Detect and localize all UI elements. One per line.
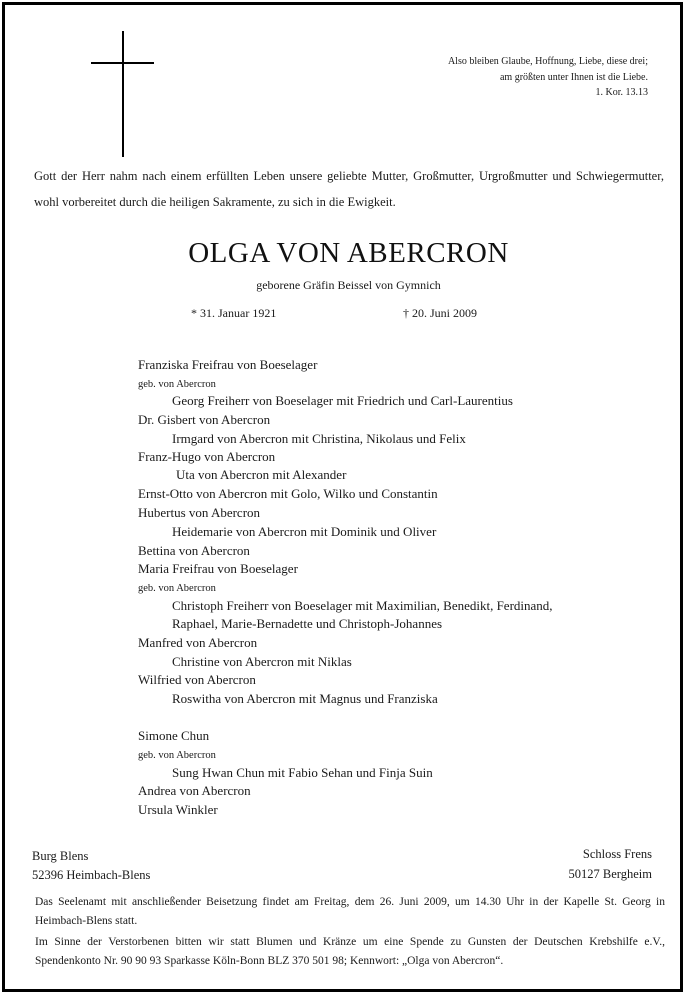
family-member-note: geb. von Abercron <box>138 379 216 390</box>
funeral-notice: Das Seelenamt mit anschließender Beisetzung findet am Freitag, dem 26. Juni 2009, um 14.30 Uhr in der Kapelle St. Georg in Heimbach-Blens statt. <box>35 896 665 927</box>
address-left-line-1: Burg Blens <box>32 849 89 863</box>
family-member: Roswitha von Abercron mit Magnus und Franziska <box>172 691 438 706</box>
cross-icon <box>122 31 124 157</box>
family-member: Hubertus von Abercron <box>138 505 261 520</box>
family-member: Ernst-Otto von Abercron mit Golo, Wilko und Constantin <box>138 486 438 501</box>
address-right-line-2: 50127 Bergheim <box>568 867 652 881</box>
family-member-note: geb. von Abercron <box>138 750 216 761</box>
family-member: Dr. Gisbert von Abercron <box>138 412 271 427</box>
bible-quote-reference: 1. Kor. 13.13 <box>595 87 648 98</box>
family-member: Heidemarie von Abercron mit Dominik und Oliver <box>172 524 437 539</box>
birth-date: * 31. Januar 1921 <box>191 306 277 320</box>
family-member: Sung Hwan Chun mit Fabio Sehan und Finja Suin <box>172 765 433 780</box>
family-member: Ursula Winkler <box>138 802 218 817</box>
deceased-name: OLGA VON ABERCRON <box>188 237 509 269</box>
family-member: Maria Freifrau von Boeselager <box>138 561 298 576</box>
family-member: Manfred von Abercron <box>138 635 258 650</box>
family-member: Andrea von Abercron <box>138 783 251 798</box>
family-member-note: geb. von Abercron <box>138 583 216 594</box>
bible-quote-line-2: am größten unter Ihnen ist die Liebe. <box>499 72 648 83</box>
death-date: † 20. Juni 2009 <box>403 306 478 320</box>
obituary-card <box>2 2 683 992</box>
family-member: Wilfried von Abercron <box>138 672 256 687</box>
cross-icon-bar <box>91 62 154 64</box>
family-member: Uta von Abercron mit Alexander <box>176 467 347 482</box>
family-member: Bettina von Abercron <box>138 543 250 558</box>
family-member: Raphael, Marie-Bernadette und Christoph-Johannes <box>172 616 443 631</box>
family-member: Irmgard von Abercron mit Christina, Nikolaus und Felix <box>172 431 466 446</box>
family-member: Georg Freiherr von Boeselager mit Friedrich und Carl-Laurentius <box>172 393 513 408</box>
family-member: Simone Chun <box>138 728 210 743</box>
family-member: Christine von Abercron mit Niklas <box>172 654 352 669</box>
donation-notice: Im Sinne der Verstorbenen bitten wir statt Blumen und Kränze um eine Spende zu Gunsten der Deutschen Krebshilfe e.V., Spendenkonto Nr. 90 90 93 Sparkasse Köln-Bonn BLZ 370 501 98; Kennwort: „Olga von Abercron“. <box>35 936 665 967</box>
bible-quote-line-1: Also bleiben Glaube, Hoffnung, Liebe, diese drei; <box>447 56 648 67</box>
intro-paragraph: Gott der Herr nahm nach einem erfüllten Leben unsere geliebte Mutter, Großmutter, Urgroßmutter und Schwiegermutter, wohl vorbereitet durch die heiligen Sakramente, zu sich in die Ewigkeit. <box>34 169 664 209</box>
family-member: Franziska Freifrau von Boeselager <box>138 357 318 372</box>
family-member: Franz-Hugo von Abercron <box>138 449 276 464</box>
birth-name: geborene Gräfin Beissel von Gymnich <box>256 278 441 292</box>
family-member: Christoph Freiherr von Boeselager mit Maximilian, Benedikt, Ferdinand, <box>172 598 553 613</box>
address-left-line-2: 52396 Heimbach-Blens <box>32 868 151 882</box>
address-right-line-1: Schloss Frens <box>582 847 652 861</box>
